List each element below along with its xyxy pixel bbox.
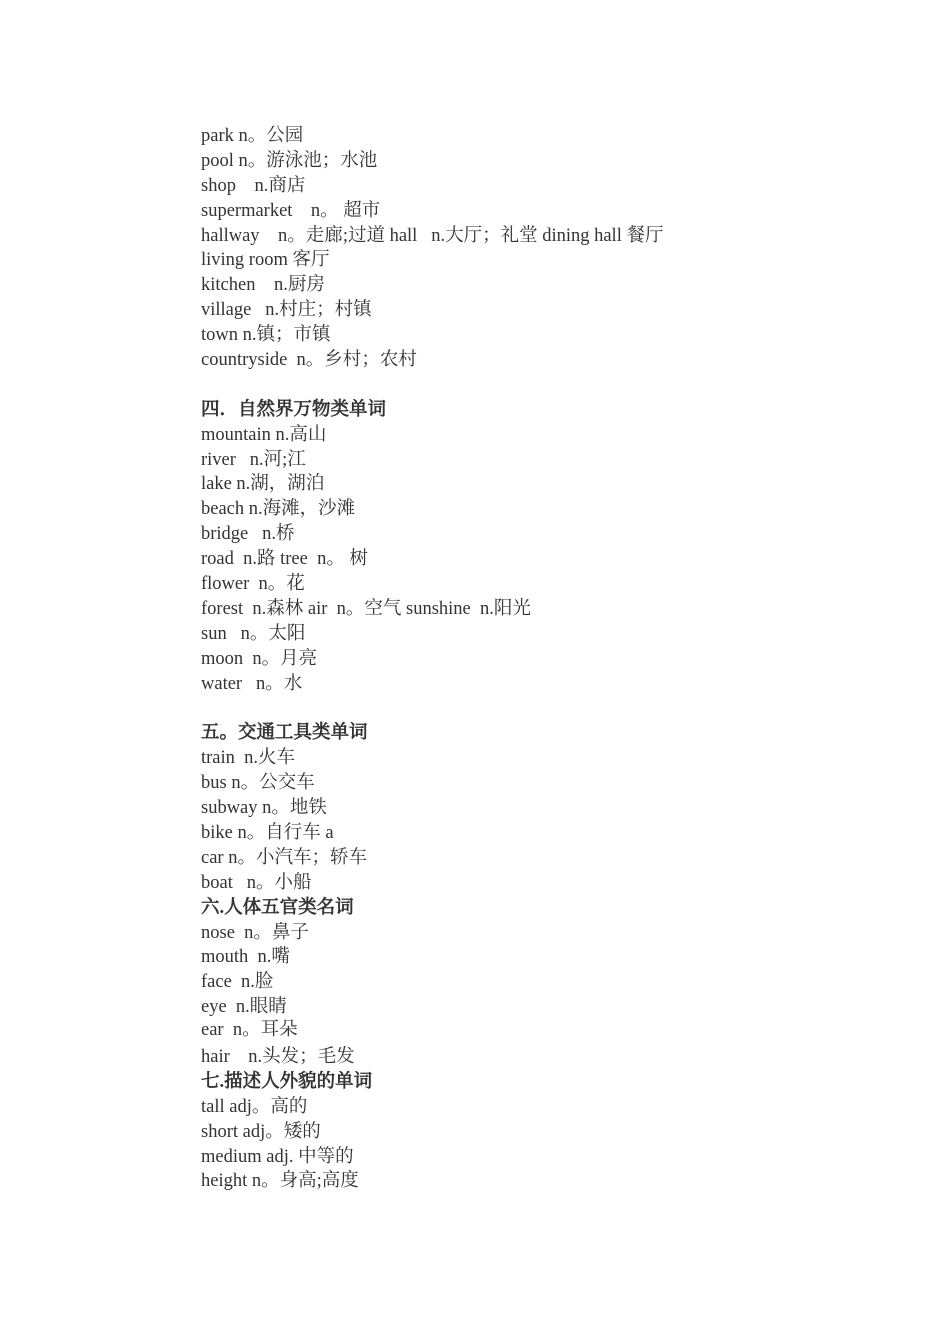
vocab-entry-village: village n.村庄；村镇 <box>201 300 372 321</box>
blank-line <box>201 373 901 398</box>
vocab-entry-water: water n。水 <box>201 673 303 694</box>
vocab-entry-hair: hair n.头发；毛发 <box>201 1046 355 1067</box>
vocab-entry-eye: eye n.眼睛 <box>201 997 287 1018</box>
vocab-entry-flower: flower n。花 <box>201 574 305 595</box>
vocab-entry-tall: tall adj。高的 <box>201 1096 308 1117</box>
vocab-entry-medium: medium adj. 中等的 <box>201 1146 354 1167</box>
vocab-entry-bus: bus n。公交车 <box>201 773 315 794</box>
vocab-entry-nose: nose n。鼻子 <box>201 922 309 943</box>
vocab-entry-lake: lake n.湖，湖泊 <box>201 474 325 495</box>
vocabulary-list <box>201 124 901 1194</box>
vocab-entry-subway: subway n。地铁 <box>201 798 327 819</box>
blank-line <box>201 696 901 721</box>
vocab-entry-height: height n。身高;高度 <box>201 1171 359 1192</box>
vocab-entry-forest: forest n.森林 air n。空气 sunshine n.阳光 <box>201 598 531 619</box>
vocab-entry-sun: sun n。太阳 <box>201 623 306 644</box>
vocab-entry-kitchen: kitchen n.厨房 <box>201 275 325 296</box>
vocab-entry-mouth: mouth n.嘴 <box>201 947 290 968</box>
vocab-entry-car: car n。小汽车；轿车 <box>201 847 367 868</box>
section-heading-face: 六.人体五官类名词 <box>201 897 354 918</box>
vocab-entry-face: face n.脸 <box>201 972 274 993</box>
vocab-entry-bridge: bridge n.桥 <box>201 524 295 545</box>
vocab-entry-shop: shop n.商店 <box>201 175 306 196</box>
vocab-entry-living-room: living room 客厅 <box>201 250 330 271</box>
vocab-entry-beach: beach n.海滩，沙滩 <box>201 499 356 520</box>
vocab-entry-boat: boat n。小船 <box>201 872 312 893</box>
vocab-entry-short: short adj。矮的 <box>201 1121 321 1142</box>
section-heading-transport: 五。交通工具类单词 <box>201 723 368 744</box>
section-heading-appearance: 七.描述人外貌的单词 <box>201 1071 373 1092</box>
vocab-entry-ear: ear n。耳朵 <box>201 1020 298 1041</box>
vocab-entry-town: town n.镇；市镇 <box>201 325 331 346</box>
section-heading-nature: 四．自然界万物类单词 <box>201 399 387 420</box>
vocab-entry-park: park n。公园 <box>201 126 304 146</box>
vocab-entry-mountain: mountain n.高山 <box>201 424 327 445</box>
vocab-entry-moon: moon n。月亮 <box>201 648 318 669</box>
vocab-entry-train: train n.火车 <box>201 748 296 769</box>
vocab-entry-river: river n.河;江 <box>201 449 306 470</box>
vocab-entry-hallway: hallway n。走廊;过道 hall n.大厅；礼堂 dining hall 餐厅 <box>201 225 664 246</box>
vocab-entry-countryside: countryside n。乡村；农村 <box>201 350 417 371</box>
vocab-entry-road: road n.路 tree n。 树 <box>201 549 368 570</box>
vocab-entry-supermarket: supermarket n。 超市 <box>201 200 381 221</box>
vocab-entry-bike: bike n。自行车 a <box>201 822 334 843</box>
vocab-entry-pool: pool n。游泳池；水池 <box>201 150 378 171</box>
